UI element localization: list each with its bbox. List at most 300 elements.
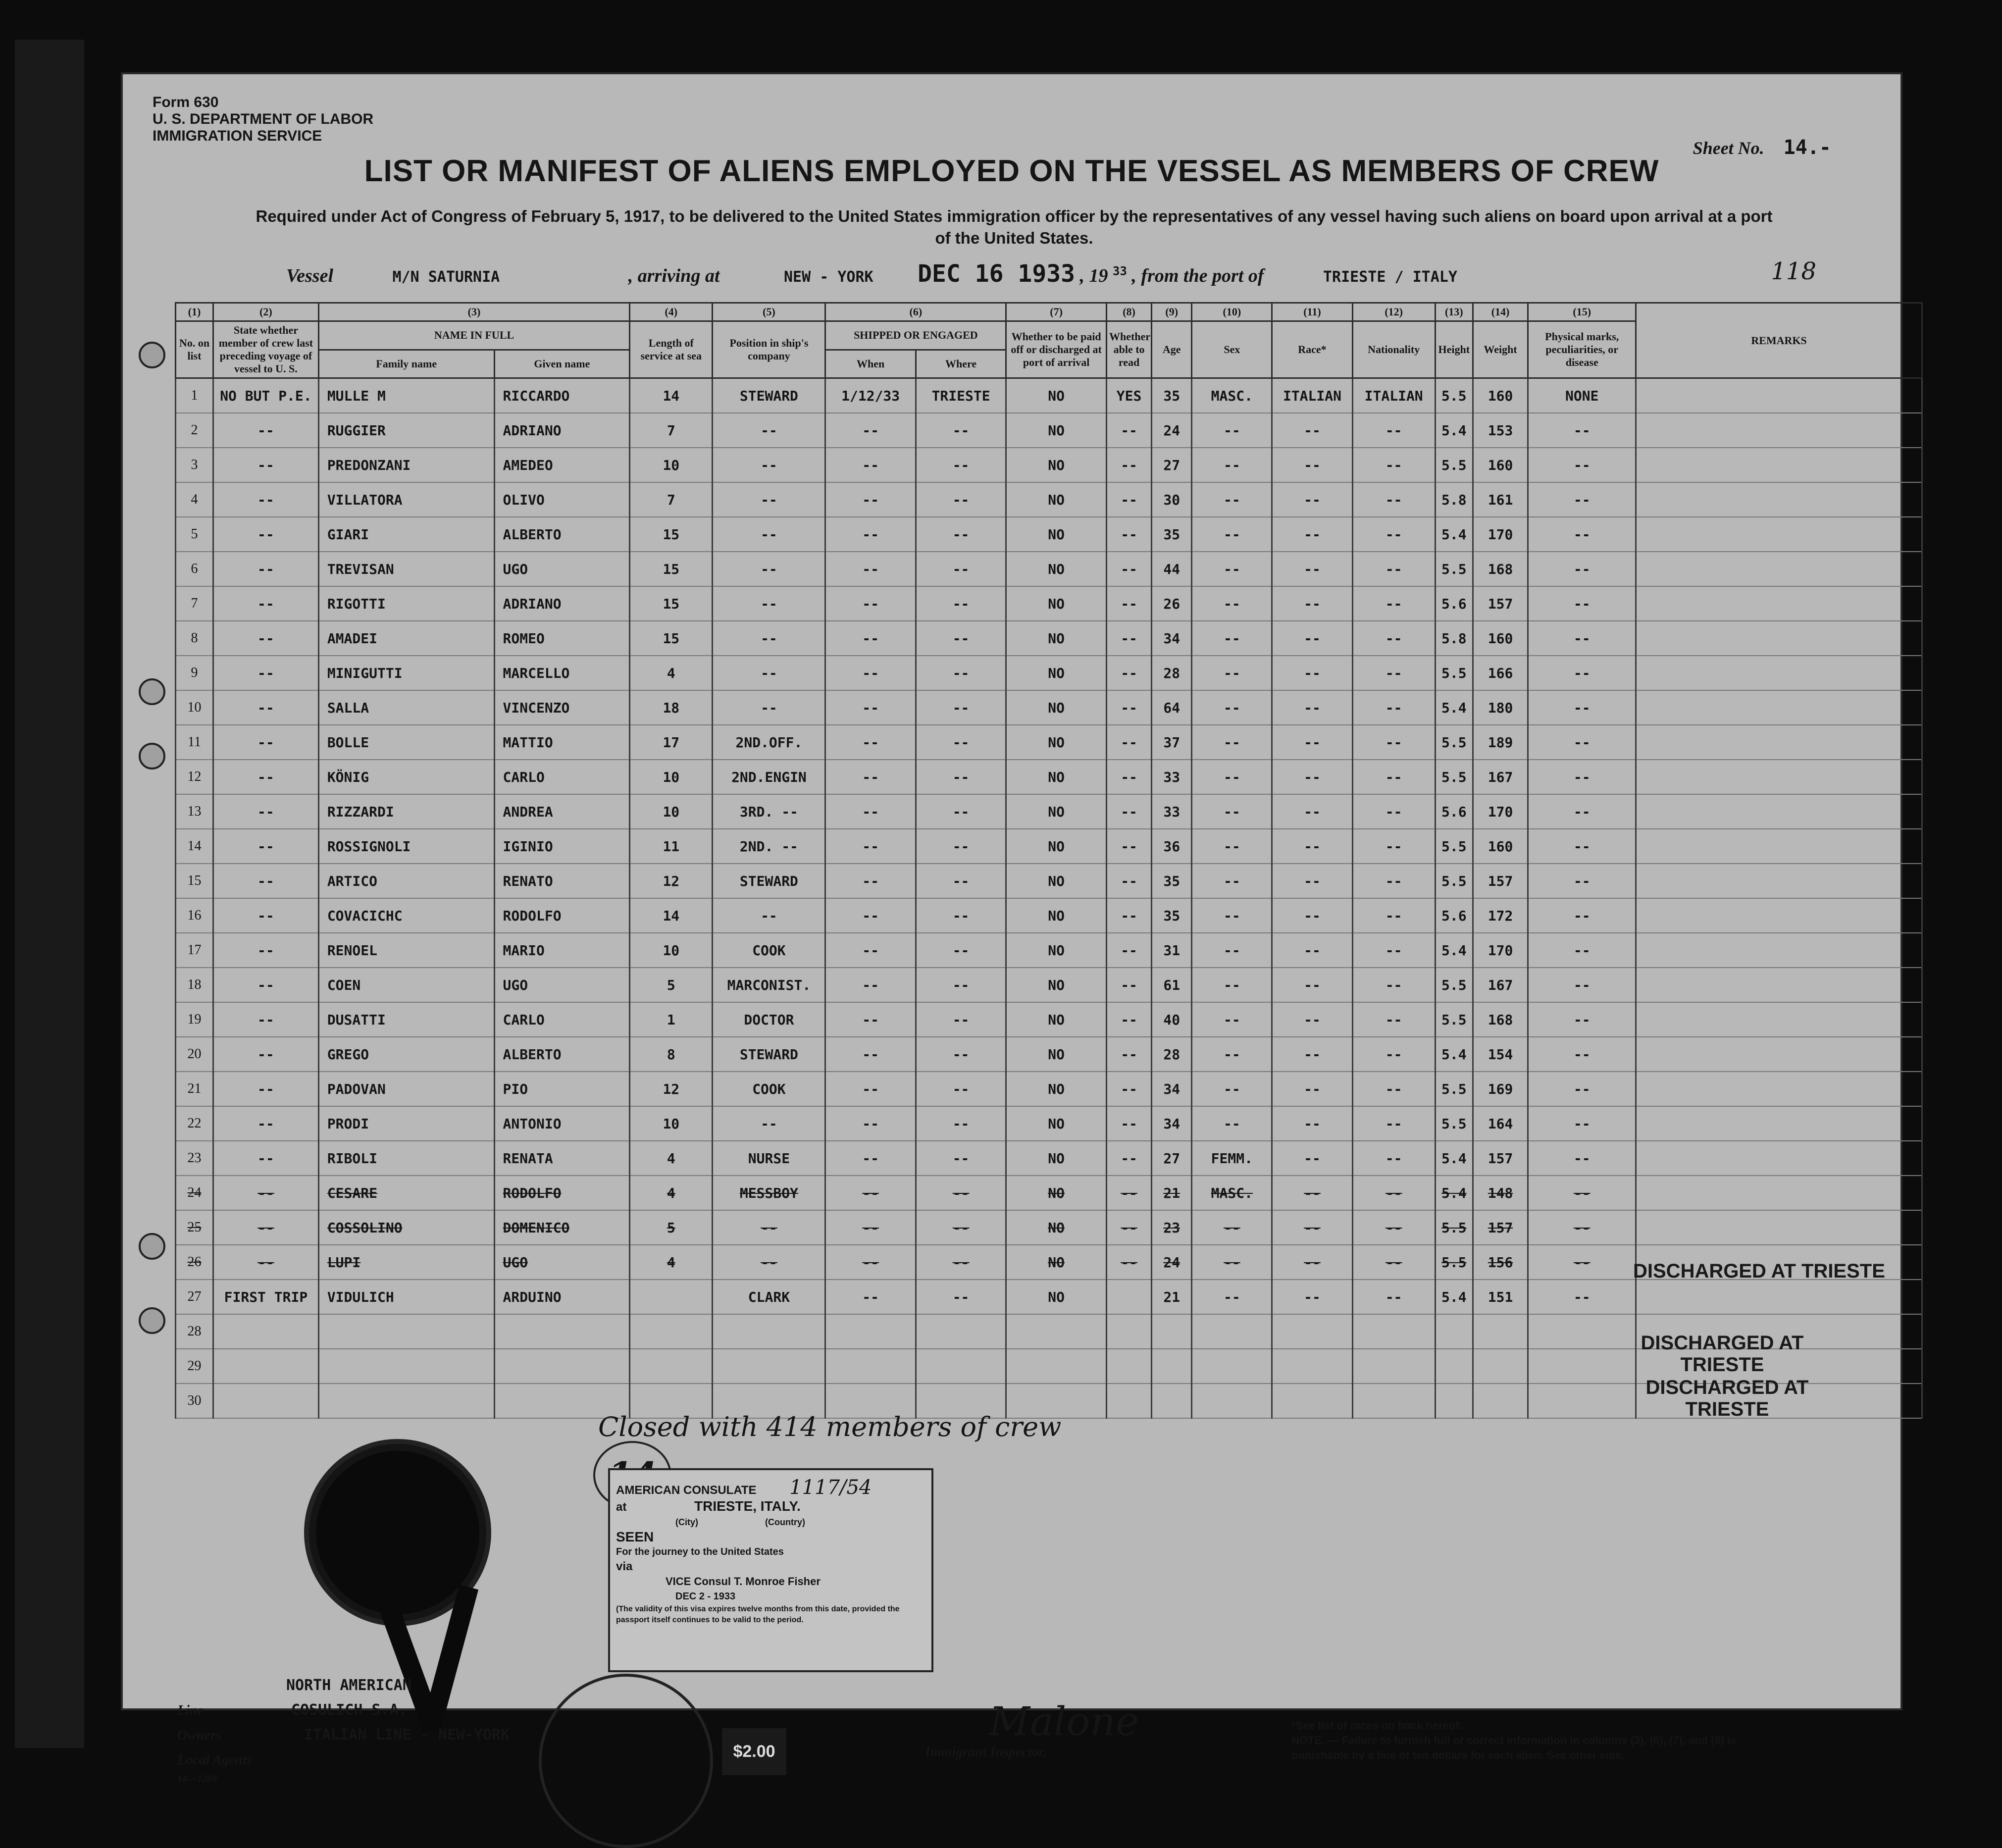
punch-hole: [139, 1233, 165, 1260]
city-label: (City): [675, 1517, 698, 1527]
physical-marks-cell: --: [1528, 829, 1636, 864]
service-length-cell: 18: [630, 690, 713, 725]
paid-off-cell: NO: [1006, 1037, 1107, 1072]
col-family-name: Family name: [318, 350, 494, 378]
given-name-cell: RICCARDO: [494, 378, 630, 413]
physical-marks-cell: --: [1528, 1002, 1636, 1037]
punch-hole: [139, 1307, 165, 1334]
family-name-cell: MINIGUTTI: [318, 656, 494, 690]
agents-label: Local Agents: [177, 1752, 252, 1768]
age-cell: 37: [1152, 725, 1192, 760]
service-length-cell: 4: [630, 1245, 713, 1280]
row-number: 2: [176, 413, 213, 448]
given-name-cell: [494, 1314, 630, 1349]
height-cell: 5.4: [1435, 413, 1473, 448]
paid-off-cell: NO: [1006, 1280, 1107, 1314]
sex-cell: --: [1192, 968, 1272, 1002]
position-cell: --: [713, 413, 825, 448]
row-number: 29: [176, 1349, 213, 1384]
race-cell: [1272, 1349, 1352, 1384]
age-cell: [1152, 1349, 1192, 1384]
sex-cell: --: [1192, 1072, 1272, 1106]
shipped-when-cell: --: [825, 1072, 916, 1106]
weight-cell: 167: [1473, 760, 1528, 794]
physical-marks-cell: --: [1528, 482, 1636, 517]
shipped-where-cell: --: [916, 552, 1006, 586]
sex-cell: --: [1192, 586, 1272, 621]
given-name-cell: CARLO: [494, 760, 630, 794]
col-num-15: (15): [1528, 303, 1636, 321]
paid-off-cell: NO: [1006, 482, 1107, 517]
position-cell: STEWARD: [713, 864, 825, 898]
weight-cell: 160: [1473, 378, 1528, 413]
shipped-where-cell: --: [916, 864, 1006, 898]
remarks-cell: [1636, 829, 1922, 864]
given-name-cell: ARDUINO: [494, 1280, 630, 1314]
paid-off-cell: NO: [1006, 794, 1107, 829]
family-name-cell: ROSSIGNOLI: [318, 829, 494, 864]
family-name-cell: GREGO: [318, 1037, 494, 1072]
nationality-cell: --: [1352, 448, 1435, 482]
nationality-cell: [1352, 1384, 1435, 1418]
previous-voyage-cell: --: [213, 656, 319, 690]
col-name-in-full: NAME IN FULL: [318, 321, 629, 350]
shipped-when-cell: [825, 1349, 916, 1384]
nationality-cell: --: [1352, 413, 1435, 448]
paid-off-cell: NO: [1006, 829, 1107, 864]
col-position: Position in ship's company: [713, 321, 825, 378]
shipped-when-cell: --: [825, 586, 916, 621]
physical-marks-cell: --: [1528, 1210, 1636, 1245]
given-name-cell: ALBERTO: [494, 1037, 630, 1072]
shipped-when-cell: --: [825, 1280, 916, 1314]
shipped-where-cell: --: [916, 1210, 1006, 1245]
service-length-cell: 14: [630, 898, 713, 933]
consulate-stamp: [608, 1468, 933, 1672]
previous-voyage-cell: --: [213, 1106, 319, 1141]
port-value: TRIESTE / ITALY: [1323, 268, 1457, 286]
previous-voyage-cell: FIRST TRIP: [213, 1280, 319, 1314]
weight-cell: [1473, 1384, 1528, 1418]
family-name-cell: VILLATORA: [318, 482, 494, 517]
shipped-where-cell: --: [916, 586, 1006, 621]
year-label: , 19: [1079, 265, 1108, 286]
form-code: 14—1260: [177, 1773, 217, 1784]
race-cell: --: [1272, 413, 1352, 448]
service-length-cell: 5: [630, 968, 713, 1002]
row-number: 1: [176, 378, 213, 413]
service-length-cell: 15: [630, 621, 713, 656]
able-to-read-cell: --: [1106, 1072, 1151, 1106]
paid-off-cell: NO: [1006, 448, 1107, 482]
nationality-cell: [1352, 1314, 1435, 1349]
previous-voyage-cell: [213, 1384, 319, 1418]
age-cell: 35: [1152, 517, 1192, 552]
age-cell: 35: [1152, 864, 1192, 898]
paid-off-cell: NO: [1006, 898, 1107, 933]
fee-stamp: $2.00: [722, 1728, 786, 1775]
race-cell: --: [1272, 968, 1352, 1002]
shipped-where-cell: --: [916, 1037, 1006, 1072]
family-name-cell: BOLLE: [318, 725, 494, 760]
sex-cell: --: [1192, 1106, 1272, 1141]
nationality-cell: [1352, 1349, 1435, 1384]
given-name-cell: RODOLFO: [494, 1176, 630, 1210]
given-name-cell: ANTONIO: [494, 1106, 630, 1141]
shipped-where-cell: --: [916, 1141, 1006, 1176]
shipped-where-cell: --: [916, 482, 1006, 517]
position-cell: --: [713, 898, 825, 933]
able-to-read-cell: YES: [1106, 378, 1151, 413]
punch-hole: [139, 678, 165, 705]
weight-cell: 166: [1473, 656, 1528, 690]
shipped-where-cell: --: [916, 794, 1006, 829]
table-row: [176, 968, 1922, 1002]
weight-cell: 153: [1473, 413, 1528, 448]
given-name-cell: IGINIO: [494, 829, 630, 864]
physical-marks-cell: --: [1528, 864, 1636, 898]
age-cell: 26: [1152, 586, 1192, 621]
nationality-cell: --: [1352, 760, 1435, 794]
able-to-read-cell: --: [1106, 829, 1151, 864]
nationality-cell: --: [1352, 1037, 1435, 1072]
form-number: Form 630: [153, 94, 219, 110]
footer-notes: [1291, 1718, 1787, 1763]
service-length-cell: 11: [630, 829, 713, 864]
row-number: 5: [176, 517, 213, 552]
previous-voyage-cell: [213, 1314, 319, 1349]
race-cell: --: [1272, 448, 1352, 482]
height-cell: 5.6: [1435, 586, 1473, 621]
arrival-date-stamp: DEC 16 1933: [918, 260, 1076, 288]
shipped-when-cell: --: [825, 1037, 916, 1072]
age-cell: 21: [1152, 1176, 1192, 1210]
weight-cell: 156: [1473, 1245, 1528, 1280]
shipped-when-cell: --: [825, 413, 916, 448]
family-name-cell: GIARI: [318, 517, 494, 552]
family-name-cell: PREDONZANI: [318, 448, 494, 482]
position-cell: --: [713, 552, 825, 586]
service-length-cell: 15: [630, 586, 713, 621]
shipped-when-cell: --: [825, 794, 916, 829]
able-to-read-cell: [1106, 1349, 1151, 1384]
age-cell: 27: [1152, 448, 1192, 482]
family-name-cell: MULLE M: [318, 378, 494, 413]
physical-marks-cell: --: [1528, 586, 1636, 621]
shipped-when-cell: --: [825, 1210, 916, 1245]
row-number: 16: [176, 898, 213, 933]
given-name-cell: CARLO: [494, 1002, 630, 1037]
shipped-where-cell: --: [916, 517, 1006, 552]
shipped-when-cell: --: [825, 1141, 916, 1176]
position-cell: 2ND.ENGIN: [713, 760, 825, 794]
previous-voyage-cell: --: [213, 1072, 319, 1106]
shipped-when-cell: --: [825, 1106, 916, 1141]
previous-voyage-cell: --: [213, 621, 319, 656]
family-name-cell: RIGOTTI: [318, 586, 494, 621]
age-cell: 35: [1152, 378, 1192, 413]
col-given-name: Given name: [494, 350, 630, 378]
table-row: [176, 1141, 1922, 1176]
sex-cell: FEMM.: [1192, 1141, 1272, 1176]
height-cell: 5.5: [1435, 864, 1473, 898]
able-to-read-cell: --: [1106, 656, 1151, 690]
header-numbers-row: [176, 303, 1922, 321]
remarks-cell: [1636, 621, 1922, 656]
shipped-when-cell: --: [825, 1176, 916, 1210]
row-number: 24: [176, 1176, 213, 1210]
table-row: [176, 448, 1922, 482]
col-num-7: (7): [1006, 303, 1107, 321]
given-name-cell: UGO: [494, 1245, 630, 1280]
row-number: 12: [176, 760, 213, 794]
col-when: When: [825, 350, 916, 378]
table-row: [176, 794, 1922, 829]
physical-marks-cell: --: [1528, 1280, 1636, 1314]
page-number: 118: [1771, 257, 1816, 285]
physical-marks-cell: --: [1528, 413, 1636, 448]
col-num-8: (8): [1106, 303, 1151, 321]
age-cell: 28: [1152, 656, 1192, 690]
able-to-read-cell: --: [1106, 968, 1151, 1002]
table-row: [176, 656, 1922, 690]
col-num-14: (14): [1473, 303, 1528, 321]
sex-cell: --: [1192, 413, 1272, 448]
line-label: Line: [177, 1703, 204, 1718]
service-length-cell: 15: [630, 517, 713, 552]
able-to-read-cell: --: [1106, 413, 1151, 448]
position-cell: --: [713, 482, 825, 517]
paid-off-cell: NO: [1006, 1002, 1107, 1037]
paid-off-cell: NO: [1006, 552, 1107, 586]
family-name-cell: CESARE: [318, 1176, 494, 1210]
col-paid-off: Whether to be paid off or discharged at port of arrival: [1006, 321, 1107, 378]
position-cell: COOK: [713, 933, 825, 968]
nationality-cell: --: [1352, 621, 1435, 656]
paid-off-cell: NO: [1006, 1141, 1107, 1176]
remarks-cell: [1636, 760, 1922, 794]
owners-label: Owners: [177, 1728, 221, 1743]
age-cell: 33: [1152, 794, 1192, 829]
able-to-read-cell: --: [1106, 760, 1151, 794]
shipped-when-cell: --: [825, 829, 916, 864]
able-to-read-cell: --: [1106, 1176, 1151, 1210]
family-name-cell: PRODI: [318, 1106, 494, 1141]
paid-off-cell: NO: [1006, 1245, 1107, 1280]
weight-cell: 167: [1473, 968, 1528, 1002]
nationality-cell: --: [1352, 586, 1435, 621]
binder-edge: [15, 40, 84, 1748]
table-row: [176, 517, 1922, 552]
col-num-2: (2): [213, 303, 319, 321]
weight-cell: 170: [1473, 794, 1528, 829]
table-row: [176, 1210, 1922, 1245]
line-value: NORTH AMERICAN: [286, 1677, 411, 1694]
previous-voyage-cell: --: [213, 898, 319, 933]
table-row: [176, 1280, 1922, 1314]
paid-off-cell: NO: [1006, 933, 1107, 968]
height-cell: 5.4: [1435, 1176, 1473, 1210]
position-cell: MARCONIST.: [713, 968, 825, 1002]
row-number: 28: [176, 1314, 213, 1349]
family-name-cell: RIZZARDI: [318, 794, 494, 829]
col-remarks: REMARKS: [1636, 303, 1922, 378]
able-to-read-cell: [1106, 1314, 1151, 1349]
age-cell: 36: [1152, 829, 1192, 864]
physical-marks-cell: --: [1528, 794, 1636, 829]
shipped-when-cell: [825, 1314, 916, 1349]
position-cell: --: [713, 586, 825, 621]
row-number: 30: [176, 1384, 213, 1418]
given-name-cell: ADRIANO: [494, 413, 630, 448]
col-nationality: Nationality: [1352, 321, 1435, 378]
crew-table: [175, 302, 1923, 1419]
sex-cell: --: [1192, 1002, 1272, 1037]
row-number: 7: [176, 586, 213, 621]
service-length-cell: 10: [630, 1106, 713, 1141]
sex-cell: --: [1192, 1037, 1272, 1072]
family-name-cell: TREVISAN: [318, 552, 494, 586]
row-number: 6: [176, 552, 213, 586]
sex-cell: --: [1192, 794, 1272, 829]
shipped-where-cell: --: [916, 933, 1006, 968]
service-length-cell: 7: [630, 413, 713, 448]
table-row: [176, 898, 1922, 933]
age-cell: 28: [1152, 1037, 1192, 1072]
shipped-where-cell: --: [916, 621, 1006, 656]
sex-cell: --: [1192, 656, 1272, 690]
weight-cell: 169: [1473, 1072, 1528, 1106]
race-cell: --: [1272, 829, 1352, 864]
able-to-read-cell: --: [1106, 1210, 1151, 1245]
able-to-read-cell: --: [1106, 621, 1151, 656]
previous-voyage-cell: --: [213, 586, 319, 621]
given-name-cell: VINCENZO: [494, 690, 630, 725]
family-name-cell: COVACICHC: [318, 898, 494, 933]
physical-marks-cell: --: [1528, 1176, 1636, 1210]
height-cell: 5.4: [1435, 517, 1473, 552]
col-shipped-engaged: SHIPPED OR ENGAGED: [825, 321, 1006, 350]
position-cell: COOK: [713, 1072, 825, 1106]
height-cell: [1435, 1384, 1473, 1418]
service-length-cell: 10: [630, 933, 713, 968]
nationality-cell: --: [1352, 794, 1435, 829]
col-num-1: (1): [176, 303, 213, 321]
able-to-read-cell: --: [1106, 517, 1151, 552]
inspector-label: Immigrant Inspector.: [925, 1745, 1047, 1760]
age-cell: 31: [1152, 933, 1192, 968]
nationality-cell: --: [1352, 829, 1435, 864]
shipped-when-cell: --: [825, 552, 916, 586]
service-length-cell: 14: [630, 378, 713, 413]
previous-voyage-cell: --: [213, 413, 319, 448]
shipped-where-cell: --: [916, 1280, 1006, 1314]
able-to-read-cell: --: [1106, 552, 1151, 586]
physical-marks-cell: --: [1528, 1037, 1636, 1072]
shipped-when-cell: 1/12/33: [825, 378, 916, 413]
consulate-heading: AMERICAN CONSULATE: [616, 1484, 757, 1497]
sex-cell: --: [1192, 690, 1272, 725]
consulate-at: at: [616, 1500, 627, 1514]
family-name-cell: SALLA: [318, 690, 494, 725]
remarks-cell: [1636, 1106, 1922, 1141]
previous-voyage-cell: --: [213, 552, 319, 586]
shipped-where-cell: --: [916, 690, 1006, 725]
col-where: Where: [916, 350, 1006, 378]
remarks-cell: [1636, 1210, 1922, 1245]
table-row: [176, 1072, 1922, 1106]
service-length-cell: 1: [630, 1002, 713, 1037]
service-length-cell: 4: [630, 656, 713, 690]
remarks-cell: [1636, 552, 1922, 586]
col-num-11: (11): [1272, 303, 1352, 321]
able-to-read-cell: --: [1106, 586, 1151, 621]
table-row: [176, 552, 1922, 586]
table-row: [176, 1106, 1922, 1141]
race-cell: --: [1272, 1280, 1352, 1314]
consulate-journey: For the journey to the United States: [616, 1546, 784, 1557]
given-name-cell: ANDREA: [494, 794, 630, 829]
given-name-cell: RODOLFO: [494, 898, 630, 933]
nationality-cell: --: [1352, 1002, 1435, 1037]
row-number: 22: [176, 1106, 213, 1141]
remarks-cell: [1636, 968, 1922, 1002]
shipped-where-cell: [916, 1349, 1006, 1384]
family-name-cell: VIDULICH: [318, 1280, 494, 1314]
race-cell: --: [1272, 690, 1352, 725]
paid-off-cell: NO: [1006, 1072, 1107, 1106]
able-to-read-cell: --: [1106, 482, 1151, 517]
height-cell: 5.5: [1435, 725, 1473, 760]
nationality-cell: --: [1352, 690, 1435, 725]
given-name-cell: DOMENICO: [494, 1210, 630, 1245]
physical-marks-cell: --: [1528, 933, 1636, 968]
paid-off-cell: NO: [1006, 760, 1107, 794]
sex-cell: --: [1192, 1280, 1272, 1314]
previous-voyage-cell: --: [213, 794, 319, 829]
position-cell: STEWARD: [713, 1037, 825, 1072]
sex-cell: [1192, 1384, 1272, 1418]
port-label: , from the port of: [1131, 265, 1264, 286]
weight-cell: 160: [1473, 448, 1528, 482]
physical-marks-cell: --: [1528, 1106, 1636, 1141]
row-number: 20: [176, 1037, 213, 1072]
age-cell: 27: [1152, 1141, 1192, 1176]
row-number: 13: [176, 794, 213, 829]
position-cell: --: [713, 1245, 825, 1280]
paid-off-cell: NO: [1006, 1106, 1107, 1141]
able-to-read-cell: --: [1106, 1106, 1151, 1141]
able-to-read-cell: --: [1106, 1245, 1151, 1280]
paid-off-cell: NO: [1006, 517, 1107, 552]
previous-voyage-cell: --: [213, 829, 319, 864]
shipped-when-cell: --: [825, 725, 916, 760]
age-cell: 24: [1152, 1245, 1192, 1280]
family-name-cell: RUGGIER: [318, 413, 494, 448]
row-number: 26: [176, 1245, 213, 1280]
given-name-cell: RENATO: [494, 864, 630, 898]
race-cell: --: [1272, 1106, 1352, 1141]
discharged-stamp: DISCHARGED AT TRIESTE: [1645, 1377, 1809, 1420]
service: IMMIGRATION SERVICE: [153, 128, 322, 144]
family-name-cell: RENOEL: [318, 933, 494, 968]
col-physical-marks: Physical marks, peculiarities, or disease: [1528, 321, 1636, 378]
sex-cell: --: [1192, 898, 1272, 933]
able-to-read-cell: --: [1106, 898, 1151, 933]
physical-marks-cell: --: [1528, 898, 1636, 933]
nationality-cell: ITALIAN: [1352, 378, 1435, 413]
able-to-read-cell: --: [1106, 1002, 1151, 1037]
